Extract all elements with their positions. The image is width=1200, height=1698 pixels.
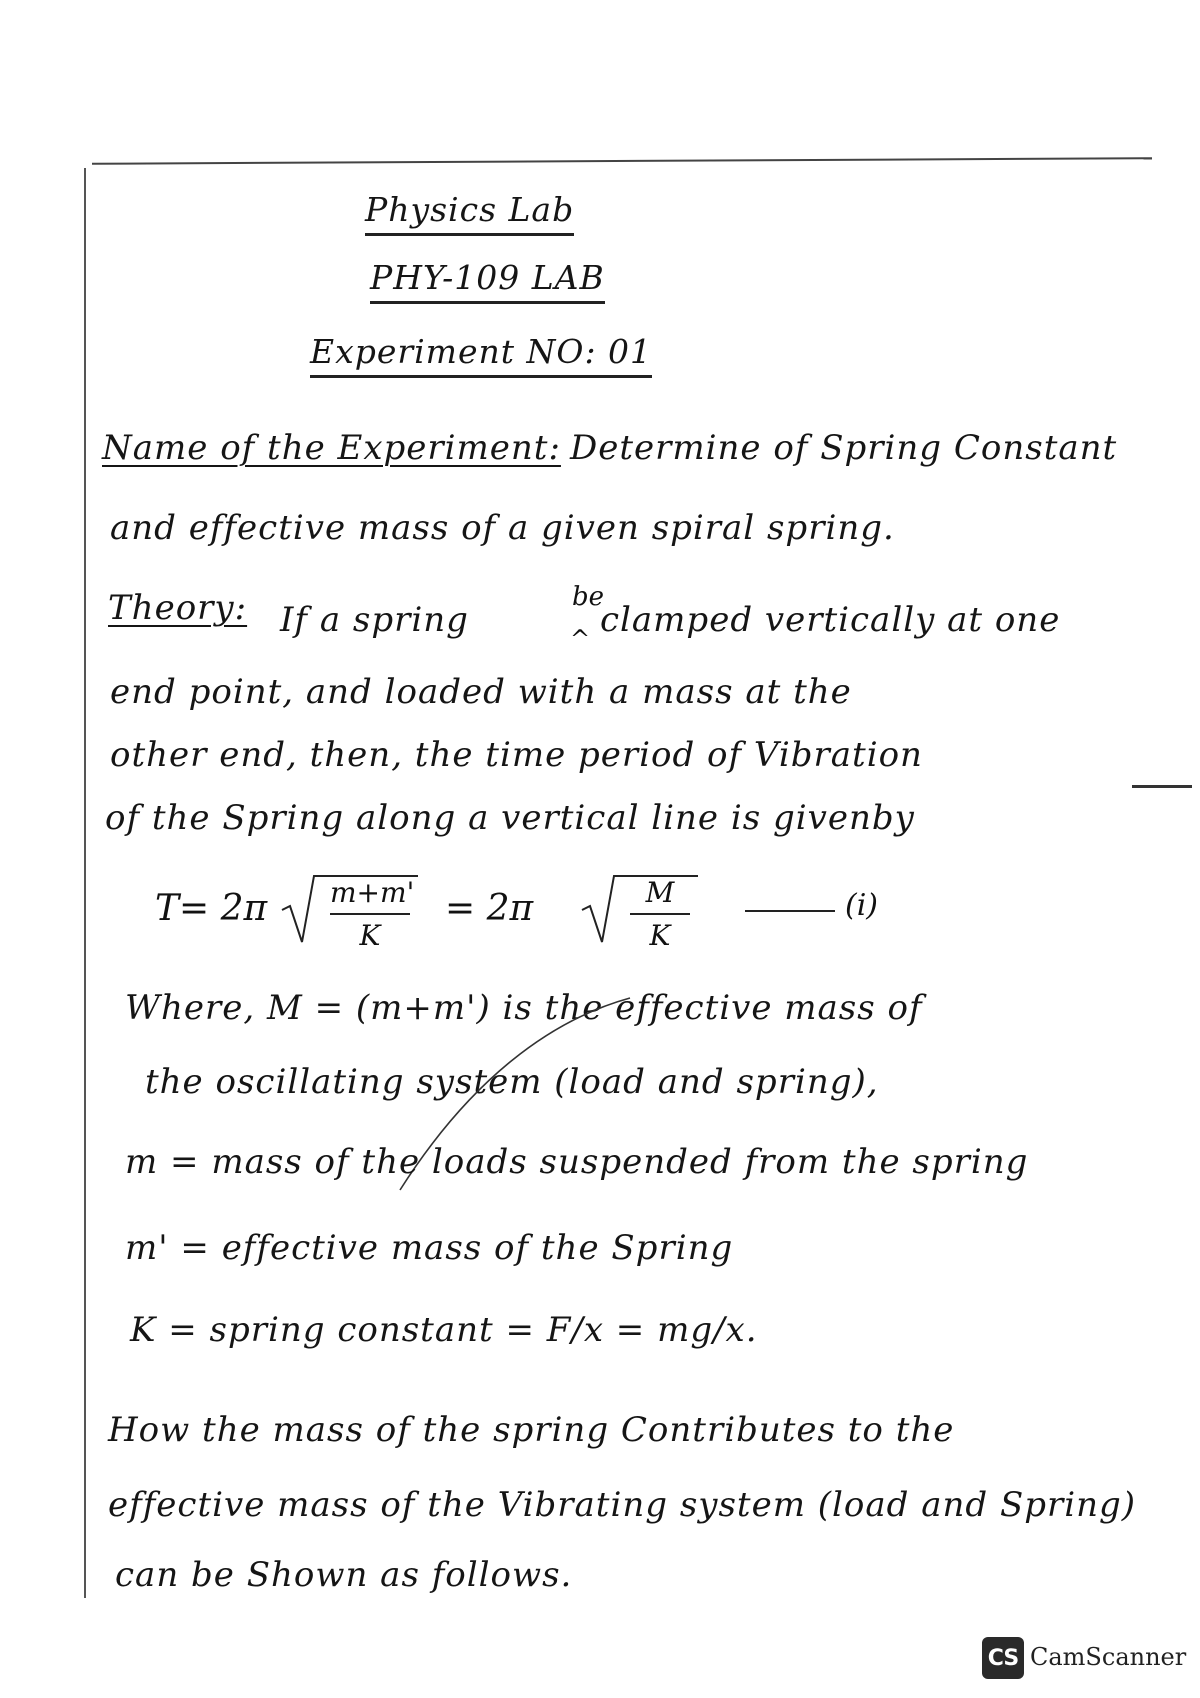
theory-line4: of the Spring along a vertical line is givenby	[105, 798, 915, 838]
effective-mass-definition: m' = effective mass of the Spring	[125, 1228, 734, 1268]
theory-line1-b: clamped vertically at one	[600, 600, 1061, 640]
theory-line3: other end, then, the time period of Vibration	[110, 735, 923, 775]
inserted-word: be	[572, 582, 605, 612]
fraction-1	[330, 876, 415, 952]
experiment-name-line2: and effective mass of a given spiral spring.	[110, 508, 895, 548]
closing-line1: How the mass of the spring Contributes to the	[108, 1410, 955, 1450]
theory-label: Theory:	[108, 588, 248, 628]
equation-lhs: T= 2π	[155, 888, 268, 929]
equation-leader	[745, 910, 835, 912]
closing-line3: can be Shown as follows.	[115, 1555, 573, 1595]
course-title: Physics Lab	[365, 190, 574, 236]
insertion-caret: ^	[570, 625, 591, 653]
margin-mark	[1132, 785, 1192, 788]
fraction-2-denominator: K	[649, 919, 671, 952]
page-margin-rule	[84, 168, 86, 1598]
course-code: PHY-109 LAB	[370, 258, 605, 304]
camscanner-watermark: CamScanner	[1030, 1643, 1187, 1671]
equation-tag: (i)	[845, 888, 879, 923]
fraction-1-denominator: K	[359, 919, 381, 952]
where-line1: Where, M = (m+m') is the effective mass of	[125, 988, 923, 1028]
where-line2: the oscillating system (load and spring),	[145, 1062, 879, 1102]
fraction-1-numerator: m+m'	[330, 876, 415, 909]
experiment-name-label: Name of the Experiment:	[102, 428, 561, 468]
theory-line2: end point, and loaded with a mass at the	[110, 672, 852, 712]
mass-definition: m = mass of the loads suspended from the spring	[125, 1142, 1029, 1182]
theory-line1-a: If a spring	[280, 600, 469, 640]
page-top-rule	[92, 157, 1152, 165]
experiment-number: Experiment NO: 01	[310, 332, 652, 378]
spring-constant-definition: K = spring constant = F/x = mg/x.	[130, 1310, 758, 1350]
equation-mid: = 2π	[445, 888, 534, 929]
closing-line2: effective mass of the Vibrating system (load and Spring)	[108, 1485, 1137, 1525]
period-equation	[155, 870, 955, 960]
camscanner-logo: CS	[982, 1637, 1024, 1679]
fraction-2	[630, 876, 690, 952]
fraction-2-numerator: M	[645, 876, 675, 909]
experiment-name-line1: Determine of Spring Constant	[570, 428, 1118, 468]
